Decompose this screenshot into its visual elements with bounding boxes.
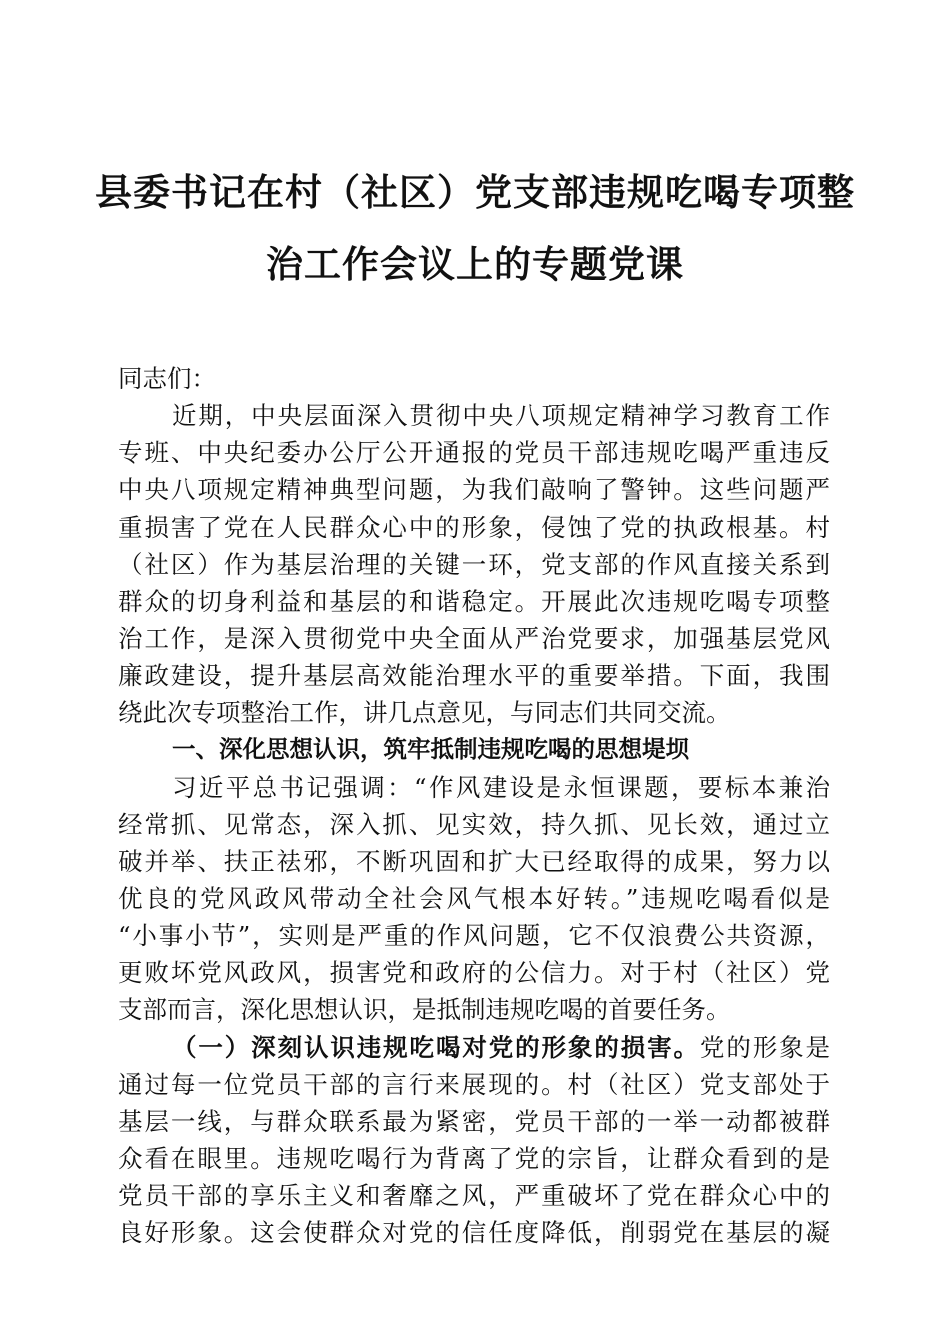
paragraph-line: 良好形象。这会使群众对党的信任度降低，削弱党在基层的凝	[118, 1218, 830, 1248]
subsection-heading: （一）深刻认识违规吃喝对党的形象的损害。	[172, 1032, 700, 1062]
paragraph-line: 群众的切身利益和基层的和谐稳定。开展此次违规吃喝专项整	[118, 586, 830, 616]
paragraph-line: 基层一线，与群众联系最为紧密，党员干部的一举一动都被群	[118, 1106, 830, 1136]
paragraph-line: （社区）作为基层治理的关键一环，党支部的作风直接关系到	[118, 549, 830, 579]
section-heading: 一、深化思想认识，筑牢抵制违规吃喝的思想堤坝	[172, 735, 689, 764]
paragraph-line: 重损害了党在人民群众心中的形象，侵蚀了党的执政根基。村	[118, 512, 830, 542]
paragraph-line: 廉政建设，提升基层高效能治理水平的重要举措。下面，我围	[118, 661, 830, 691]
document-title-line-2: 治工作会议上的专题党课	[266, 242, 684, 286]
salutation: 同志们：	[118, 364, 216, 393]
subsection-text: 党的形象是	[699, 1032, 831, 1062]
paragraph-line: 治工作，是深入贯彻党中央全面从严治党要求，加强基层党风	[118, 623, 830, 653]
paragraph-line: “小事小节”，实则是严重的作风问题，它不仅浪费公共资源，	[118, 921, 830, 951]
paragraph-line: 支部而言，深化思想认识，是抵制违规吃喝的首要任务。	[118, 995, 731, 1025]
paragraph-line: 众看在眼里。违规吃喝行为背离了党的宗旨，让群众看到的是	[118, 1143, 830, 1173]
paragraph-line: 经常抓、见常态，深入抓、见实效，持久抓、见长效，通过立	[118, 809, 830, 839]
document-body	[118, 360, 830, 1251]
paragraph-line: 通过每一位党员干部的言行来展现的。村（社区）党支部处于	[118, 1069, 830, 1099]
subsection-line	[118, 1029, 830, 1066]
paragraph-line: 中央八项规定精神典型问题，为我们敲响了警钟。这些问题严	[118, 475, 830, 505]
paragraph-line: 绕此次专项整治工作，讲几点意见，与同志们共同交流。	[118, 698, 731, 728]
paragraph-line: 近期，中央层面深入贯彻中央八项规定精神学习教育工作	[172, 401, 830, 431]
paragraph-line: 优良的党风政风带动全社会风气根本好转。”违规吃喝看似是	[118, 883, 830, 913]
paragraph-line: 党员干部的享乐主义和奢靡之风，严重破坏了党在群众心中的	[118, 1181, 830, 1211]
paragraph-line: 习近平总书记强调：“作风建设是永恒课题，要标本兼治	[172, 772, 830, 802]
paragraph-line: 专班、中央纪委办公厅公开通报的党员干部违规吃喝严重违反	[118, 438, 830, 468]
paragraph-line: 破并举、扶正祛邪，不断巩固和扩大已经取得的成果，努力以	[118, 846, 830, 876]
document-title-line-1: 县委书记在村（社区）党支部违规吃喝专项整	[95, 170, 855, 214]
paragraph-line: 更败坏党风政风，损害党和政府的公信力。对于村（社区）党	[118, 958, 830, 988]
